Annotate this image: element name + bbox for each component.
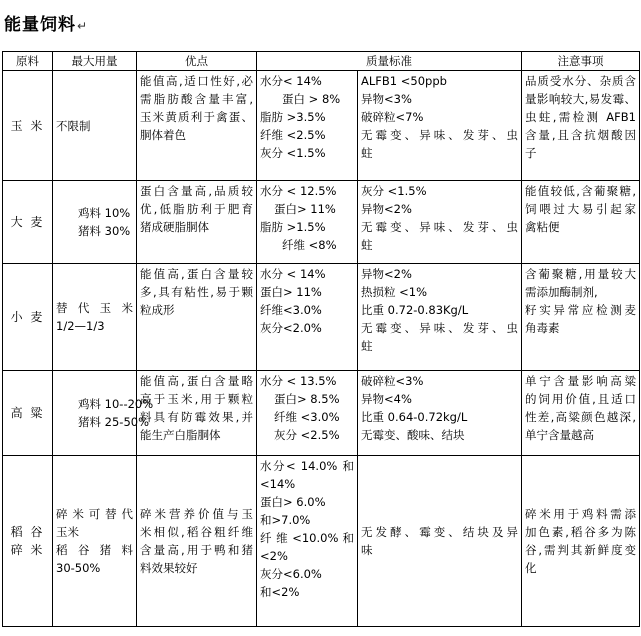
cell-line: 猪成硬脂胴体 [140, 220, 209, 234]
cell-line: 味 [361, 543, 373, 557]
cell-line: 替 代 玉 米 [56, 301, 133, 315]
table-row [3, 371, 640, 456]
cell-line: 纤维 <2.5% [260, 128, 326, 142]
cell-line: 禽粘便 [525, 220, 560, 234]
cell-line: 脂肪 >3.5% [260, 110, 326, 124]
cell-line: 含葡聚糖,用量较大 [525, 267, 636, 281]
cell-line: 纤维 <3.0% [274, 410, 340, 424]
table-row [3, 456, 640, 627]
cell-line: 和<2% [260, 585, 300, 599]
cell-line: <14% [260, 477, 296, 491]
advantages-cell [137, 264, 257, 371]
table-row [3, 71, 640, 181]
cell-line: <2% [260, 549, 288, 563]
cell-line: 碎米用于鸡料需添 [525, 507, 636, 521]
cell-line: 灰分 <2.5% [274, 428, 340, 442]
header-max-usage: 最大用量 [53, 52, 137, 71]
notes-cell [522, 264, 640, 371]
cell-line: 高于玉米,用于颗粒 [140, 392, 253, 406]
cell-line: 蛀 [361, 146, 373, 160]
cell-line: 水分< 14% [260, 74, 322, 88]
cell-line: 蛋白> 8.5% [274, 392, 340, 406]
paragraph-mark-icon: ↵ [77, 19, 89, 33]
cell-line: 无霉变、异味、发芽、虫 [361, 220, 518, 234]
standard-left-cell [257, 264, 358, 371]
cell-line: ALFB1 <50ppb [361, 74, 447, 88]
energy-feed-table [2, 51, 640, 627]
advantages-cell [137, 71, 257, 181]
cell-line: 蛋白> 6.0% [260, 495, 326, 509]
material-name: 玉 米 [3, 71, 53, 181]
cell-line: 饲喂过大易引起家 [525, 202, 636, 216]
cell-line: 热损粒 <1% [361, 285, 428, 299]
cell-line: 无霉变、酸味、结块 [361, 428, 465, 442]
cell-line: 灰分 <1.5% [361, 184, 427, 198]
cell-line: 化 [525, 561, 537, 575]
cell-line: 猪料 30% [78, 224, 131, 238]
cell-line: 玉米 [56, 525, 79, 539]
cell-line: 谷,需判其新鲜度变 [525, 543, 636, 557]
material-name: 小 麦 [3, 264, 53, 371]
cell-line: 胴体着色 [140, 128, 186, 142]
cell-line: 鸡料 10--20% [78, 397, 154, 411]
material-name: 高 粱 [3, 371, 53, 456]
table-row [3, 264, 640, 371]
max-usage-cell [53, 264, 137, 371]
cell-line: 需脂肪酸含量丰富, [140, 92, 253, 106]
cell-line: 灰分<2.0% [260, 321, 322, 335]
cell-line: 虫蛀,需检测 AFB1 [525, 110, 636, 124]
max-usage-cell [53, 371, 154, 456]
cell-line: 能值较低,含葡聚糖, [525, 184, 636, 198]
cell-line: 脂肪 >1.5% [260, 220, 326, 234]
cell-line: 料效果较好 [140, 561, 198, 575]
cell-line: 无霉变、异味、发芽、虫 [361, 321, 518, 335]
cell-line: 异物<3% [361, 92, 412, 106]
cell-line: 的饲用价值,且适口 [525, 392, 636, 406]
cell-line: 异物<4% [361, 392, 412, 406]
advantages-cell [137, 371, 257, 456]
cell-line: 能值高,蛋白含量略 [140, 374, 253, 388]
cell-line: 蛀 [361, 339, 373, 353]
cell-line: 鸡料 10% [78, 206, 131, 220]
cell-line: 30-50% [56, 561, 101, 575]
cell-line: 碎 米 可 替 代 [56, 507, 133, 521]
cell-line: 水分 < 14% [260, 267, 326, 281]
cell-line: 蛋白> 11% [274, 202, 336, 216]
header-quality-standard: 质量标准 [257, 52, 522, 71]
cell-line: 水分 < 13.5% [260, 374, 337, 388]
cell-line: 比重 0.72-0.83Kg/L [361, 303, 469, 317]
cell-line: 料具有防霉效果,并 [140, 410, 253, 424]
cell-line: 能生产白脂胴体 [140, 428, 221, 442]
cell-line: 蛀 [361, 238, 373, 252]
cell-line: 粒成形 [140, 303, 175, 317]
cell-line: 和>7.0% [260, 513, 311, 527]
standard-right-cell [358, 71, 522, 181]
max-usage-cell [53, 181, 137, 264]
cell-line: 猪料 25-50% [78, 415, 149, 429]
advantages-cell [137, 181, 257, 264]
cell-line: 无发酵、霉变、结块及异 [361, 525, 518, 539]
standard-left-cell [257, 71, 358, 181]
cell-line: 能值高,适口性好,必 [140, 74, 253, 88]
page-title [4, 10, 88, 35]
cell-line: 无霉变、异味、发芽、虫 [361, 128, 518, 142]
cell-line: 灰分<6.0% [260, 567, 322, 581]
notes-cell [522, 456, 640, 627]
max-usage-cell [53, 456, 137, 627]
notes-cell [522, 181, 640, 264]
cell-line: 多,具有粘性,易于颗 [140, 285, 253, 299]
cell-line: 优,低脂肪利于肥育 [140, 202, 253, 216]
cell-line: 纤 维 <10.0% 和 [260, 531, 354, 545]
cell-line: 纤维 <8% [282, 238, 337, 252]
standard-right-cell [358, 456, 522, 627]
title-text: 能量饲料 [4, 15, 76, 35]
material-name: 大 麦 [3, 181, 53, 264]
cell-line: 蛋白> 11% [260, 285, 322, 299]
cell-line: 破碎粒<3% [361, 374, 424, 388]
cell-line: 需添加酶制剂, [525, 285, 598, 299]
cell-line: 能值高,蛋白含量较 [140, 267, 253, 281]
cell-line: 灰分 <1.5% [260, 146, 326, 160]
advantages-cell [137, 456, 257, 627]
cell-line: 玉米黄质利于禽蛋、 [140, 110, 253, 124]
header-material: 原料 [3, 52, 53, 71]
standard-right-cell [358, 264, 522, 371]
cell-line: 水分< 14.0% 和 [260, 459, 354, 473]
table-row [3, 181, 640, 264]
cell-line: 水分 < 12.5% [260, 184, 337, 198]
cell-line: 碎米营养价值与玉 [140, 507, 253, 521]
cell-line: 稻 谷 猪 料 [56, 543, 133, 557]
cell-line: 1/2—1/3 [56, 319, 105, 333]
header-advantages: 优点 [137, 52, 257, 71]
cell-line: 单宁含量影响高粱 [525, 374, 636, 388]
cell-line: 品质受水分、杂质含 [525, 74, 636, 88]
cell-line: 性差,高粱颜色越深, [525, 410, 636, 424]
cell-line: 籽实异常应检测麦 [525, 303, 636, 317]
header-notes: 注意事项 [522, 52, 640, 71]
material-name: 稻 谷 碎 米 [3, 456, 53, 627]
cell-line: 比重 0.64-0.72kg/L [361, 410, 468, 424]
cell-line: 破碎粒<7% [361, 110, 424, 124]
standard-right-cell [358, 371, 522, 456]
standard-left-cell [257, 181, 358, 264]
standard-left-cell [257, 456, 358, 627]
cell-line: 米相似,稻谷粗纤维 [140, 525, 253, 539]
cell-line: 含量,且含抗烟酸因 [525, 128, 636, 142]
notes-cell [522, 71, 640, 181]
cell-line: 含量高,用于鸭和猪 [140, 543, 253, 557]
cell-line: 子 [525, 146, 537, 160]
standard-left-cell [257, 371, 358, 456]
cell-line: 加色素,稻谷多为陈 [525, 525, 636, 539]
cell-line: 不限制 [56, 118, 91, 133]
cell-line: 蛋白含量高,品质较 [140, 184, 253, 198]
table-header-row [3, 52, 640, 71]
cell-line: 纤维<3.0% [260, 303, 322, 317]
cell-line: 蛋白 > 8% [282, 92, 341, 106]
cell-line: 量影响较大,易发霉、 [525, 92, 636, 106]
cell-line: 异物<2% [361, 202, 412, 216]
standard-right-cell [358, 181, 522, 264]
cell-line: 异物<2% [361, 267, 412, 281]
max-usage-cell [53, 71, 137, 181]
cell-line: 角毒素 [525, 321, 560, 335]
notes-cell [522, 371, 640, 456]
cell-line: 单宁含量越高 [525, 428, 594, 442]
